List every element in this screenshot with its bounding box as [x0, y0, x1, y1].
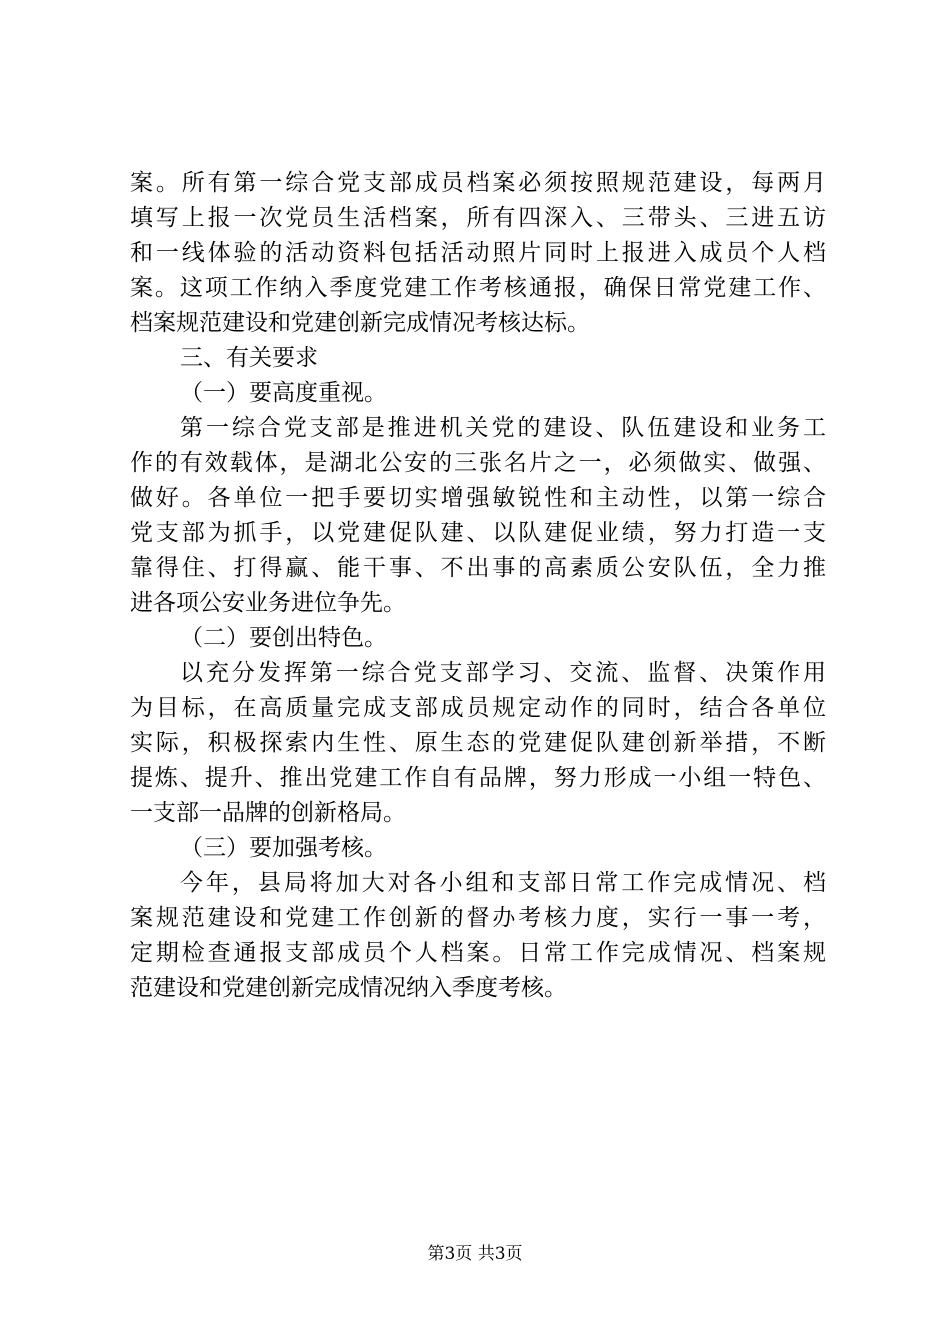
text-line: 提炼、提升、推出党建工作自有品牌，努力形成一小组一特色、 — [130, 765, 826, 791]
text-line: 定期检查通报支部成员个人档案。日常工作完成情况、档案规 — [130, 940, 826, 966]
text-line: 为目标，在高质量完成支部成员规定动作的同时，结合各单位 — [130, 695, 826, 721]
text-line: 三、有关要求 — [180, 345, 318, 371]
text-line: 进各项公安业务进位争先。 — [130, 590, 406, 616]
text-line: 以充分发挥第一综合党支部学习、交流、监督、决策作用 — [180, 660, 826, 686]
text-line: 案。这项工作纳入季度党建工作考核通报，确保日常党建工作、 — [130, 275, 826, 301]
text-line: 第一综合党支部是推进机关党的建设、队伍建设和业务工 — [180, 415, 826, 441]
document-body — [130, 166, 826, 1006]
text-line: （三）要加强考核。 — [180, 835, 387, 861]
text-line: 和一线体验的活动资料包括活动照片同时上报进入成员个人档 — [130, 240, 826, 266]
page-footer: 第3页 共3页 — [427, 1244, 523, 1264]
text-line: 做好。各单位一把手要切实增强敏锐性和主动性，以第一综合 — [130, 485, 826, 511]
text-line: 作的有效载体，是湖北公安的三张名片之一，必须做实、做强、 — [130, 450, 826, 476]
text-line: 一支部一品牌的创新格局。 — [130, 800, 406, 826]
text-line: 今年，县局将加大对各小组和支部日常工作完成情况、档 — [180, 870, 826, 896]
text-line: 范建设和党建创新完成情况纳入季度考核。 — [130, 975, 567, 1001]
text-line: 档案规范建设和党建创新完成情况考核达标。 — [130, 310, 590, 336]
text-line: 案。所有第一综合党支部成员档案必须按照规范建设，每两月 — [130, 170, 826, 196]
text-line: （二）要创出特色。 — [180, 625, 387, 651]
text-line: （一）要高度重视。 — [180, 380, 387, 406]
text-line: 党支部为抓手，以党建促队建、以队建促业绩，努力打造一支 — [130, 520, 826, 546]
text-line: 实际，积极探索内生性、原生态的党建促队建创新举措，不断 — [130, 730, 826, 756]
text-line: 案规范建设和党建工作创新的督办考核力度，实行一事一考， — [130, 905, 826, 931]
text-line: 靠得住、打得赢、能干事、不出事的高素质公安队伍，全力推 — [130, 555, 826, 581]
text-line: 填写上报一次党员生活档案，所有四深入、三带头、三进五访 — [130, 205, 826, 231]
